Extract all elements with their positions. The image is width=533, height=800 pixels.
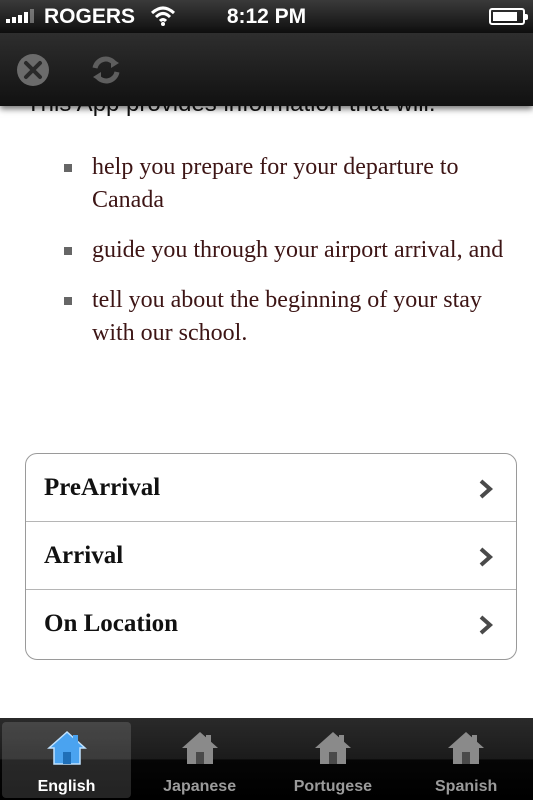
close-button[interactable]	[13, 50, 53, 90]
bullet-icon	[64, 247, 72, 255]
bullet-text: help you prepare for your departure to Canada	[92, 154, 459, 213]
home-icon	[446, 728, 486, 768]
tab-japanese[interactable]	[133, 718, 266, 800]
home-icon	[313, 728, 353, 768]
tab-english[interactable]	[2, 722, 131, 798]
tab-label: Japanese	[163, 778, 237, 795]
tab-label: Portugese	[293, 778, 372, 795]
home-icon	[47, 728, 87, 768]
close-icon	[13, 50, 53, 90]
menu-item-label: Arrival	[44, 541, 124, 569]
status-bar	[0, 0, 533, 33]
bullet-text: tell you about the beginning of your stay with our school.	[92, 287, 482, 346]
tab-portugese[interactable]	[266, 718, 399, 800]
carrier-name: ROGERS	[44, 5, 136, 28]
list-item	[64, 284, 514, 350]
bullet-icon	[64, 297, 72, 305]
chevron-right-icon	[478, 547, 494, 567]
tab-label: Spanish	[435, 778, 498, 795]
bullet-icon	[64, 164, 72, 172]
tab-spanish[interactable]	[400, 718, 533, 800]
menu-item-arrival[interactable]	[26, 522, 516, 590]
bullet-list	[64, 151, 514, 367]
list-item	[64, 234, 514, 267]
list-item	[64, 151, 514, 217]
status-time: 8:12 PM	[226, 5, 307, 28]
chevron-right-icon	[478, 479, 494, 499]
menu-item-label: PreArrival	[44, 473, 161, 501]
menu-item-on-location[interactable]	[26, 590, 516, 658]
tab-bar	[0, 718, 533, 800]
tab-label: English	[37, 778, 96, 795]
chevron-right-icon	[478, 615, 494, 635]
refresh-button[interactable]	[86, 50, 126, 90]
menu-item-prearrival[interactable]	[26, 454, 516, 522]
battery-icon	[489, 8, 525, 25]
refresh-icon	[86, 50, 126, 90]
content-area[interactable]	[0, 106, 533, 718]
section-menu	[25, 453, 517, 660]
home-icon	[180, 728, 220, 768]
bullet-text: guide you through your airport arrival, and	[92, 237, 504, 263]
menu-item-label: On Location	[44, 610, 179, 637]
toolbar	[0, 33, 533, 106]
